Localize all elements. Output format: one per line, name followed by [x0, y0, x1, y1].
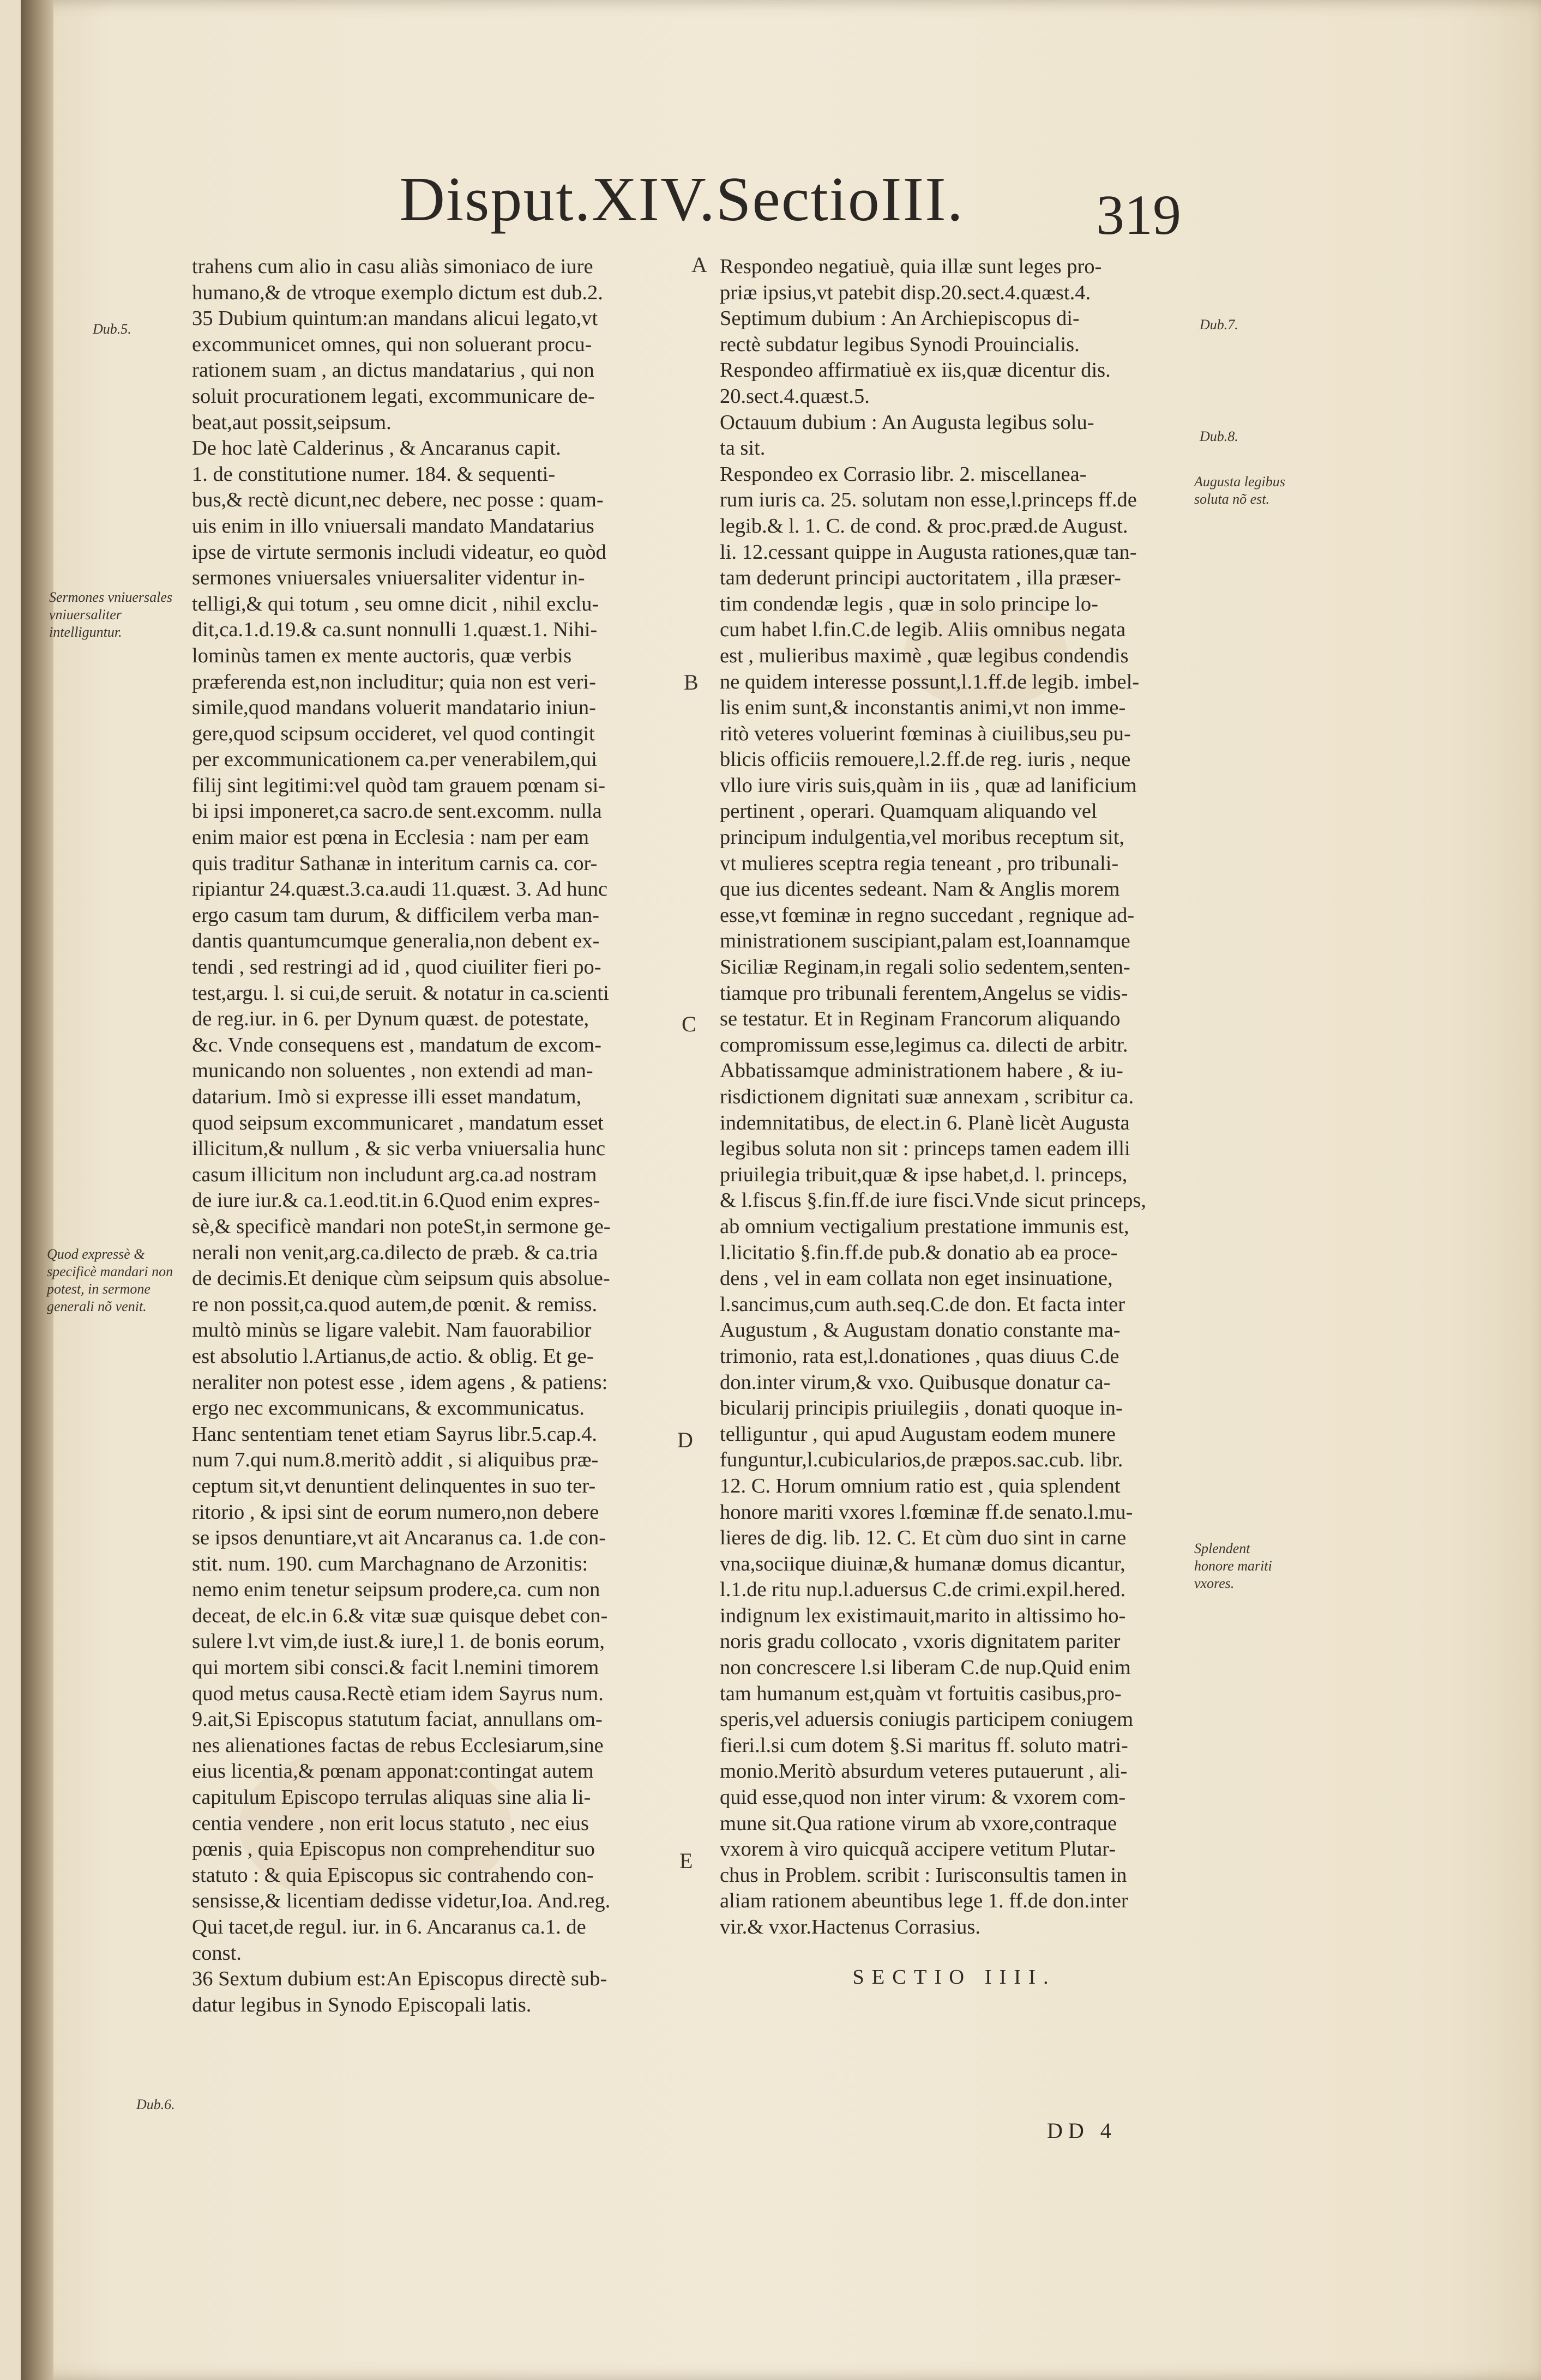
text-line: tiamque pro tribunali ferentem,Angelus se vidis- — [720, 981, 1128, 1005]
text-line: ab omnium vectigalium prestatione immunis est, — [720, 1215, 1129, 1238]
text-line: sè,& specificè mandari non poteSt,in sermone ge- — [192, 1215, 611, 1238]
text-line: ceptum sit,vt denuntient delinquentes in suo ter- — [192, 1474, 596, 1497]
text-line: Respondeo negatiuè, quia illæ sunt leges pro- — [720, 255, 1102, 278]
text-line: Augustum , & Augustam donatio constante ma- — [720, 1319, 1121, 1342]
text-line: ergo nec excommunicans, & excommunicatus. — [192, 1397, 585, 1420]
text-line: ipse de virtute sermonis includi videatur, eo quòd — [192, 540, 606, 564]
text-line: pertinent , operari. Quamquam aliquando vel — [720, 800, 1097, 823]
text-line: centia vendere , non erit locus statuto , nec eius — [192, 1811, 589, 1835]
margin-letter-d: D — [677, 1428, 693, 1452]
text-line: 36 Sextum dubium est:An Episcopus directè sub- — [192, 1967, 607, 1991]
text-line: casum illicitum non includunt arg.ca.ad nostram — [192, 1163, 597, 1186]
margin-note-dub7: Dub.7. — [1200, 317, 1238, 333]
text-line: quis traditur Sathanæ in interitum carnis ca. cor- — [192, 851, 598, 875]
text-line: 20.sect.4.quæst.5. — [720, 384, 870, 408]
text-line: est , mulieribus maximè , quæ legibus condendis — [720, 644, 1129, 667]
text-line: esse,vt fœminæ in regno succedant , regnique ad- — [720, 903, 1135, 927]
text-line: aliam rationem abeuntibus lege 1. ff.de don.inter — [720, 1889, 1128, 1913]
text-line: deceat, de elc.in 6.& vitæ suæ quisque debet con- — [192, 1604, 608, 1627]
text-line: datur legibus in Synodo Episcopali latis. — [192, 1993, 532, 2016]
text-line: de reg.iur. in 6. per Dynum quæst. de potestate, — [192, 1007, 589, 1031]
text-line: noris gradu collocato , vxoris dignitatem pariter — [720, 1630, 1121, 1653]
text-line: l.sancimus,cum auth.seq.C.de don. Et facta inter — [720, 1292, 1125, 1316]
text-line: Abbatissamque administrationem habere , & iu- — [720, 1059, 1123, 1083]
text-line: se ipsos denuntiare,vt ait Ancaranus ca. 1.de con- — [192, 1526, 606, 1550]
text-line: de iure iur.& ca.1.eod.tit.in 6.Quod enim expres- — [192, 1189, 600, 1212]
text-line: de decimis.Et denique cùm seipsum quis absolue- — [192, 1267, 610, 1290]
text-line: rum iuris ca. 25. solutam non esse,l.princeps ff.de — [720, 488, 1137, 512]
text-line: non concrescere l.si liberam C.de nup.Quid enim — [720, 1656, 1131, 1680]
text-line: vllo iure viris suis,quàm in iis , quæ ad lanificium — [720, 774, 1137, 797]
text-line: ministrationem suscipiant,palam est,Ioannamque — [720, 929, 1130, 953]
margin-note-splendent: Splendent honore mariti vxores. — [1194, 1541, 1272, 1591]
text-line: priuilegia tribuit,quæ & ipse habet,d. l. princeps, — [720, 1163, 1128, 1186]
text-line: priæ ipsius,vt patebit disp.20.sect.4.quæst.4. — [720, 281, 1091, 304]
text-line: qui mortem sibi consci.& facit l.nemini timorem — [192, 1656, 599, 1680]
margin-letter-b: B — [684, 670, 699, 694]
text-line: compromissum esse,legimus ca. dilecti de arbitr. — [720, 1033, 1128, 1056]
text-line: telligi,& qui totum , seu omne dicit , nihil exclu- — [192, 592, 599, 615]
text-line: lominùs tamen ex mente auctoris, quæ verbis — [192, 644, 572, 667]
text-line: funguntur,l.cubicularios,de præpos.sac.cub. libr. — [720, 1448, 1123, 1472]
text-line: 12. C. Horum omnium ratio est , quia splendent — [720, 1474, 1121, 1497]
text-line: uis enim in illo vniuersali mandato Mandatarius — [192, 514, 594, 537]
text-line: 35 Dubium quintum:an mandans alicui legato,vt — [192, 307, 598, 330]
text-line: lis enim sunt,& inconstantis animi,vt non imme- — [720, 696, 1126, 720]
text-line: humano,& de vtroque exemplo dictum est dub.2. — [192, 281, 603, 304]
text-line: Qui tacet,de regul. iur. in 6. Ancaranus ca.1. de — [192, 1916, 586, 1938]
text-line: datarium. Imò si expresse illi esset mandatum, — [192, 1085, 582, 1108]
text-line: ne quidem interesse possunt,l.1.ff.de legib. imbel- — [720, 670, 1140, 693]
text-line: monio.Meritò absurdum veteres putauerunt , ali- — [720, 1760, 1128, 1783]
text-line: telliguntur , qui apud Augustam eodem munere — [720, 1422, 1116, 1446]
text-line: 1. de constitutione numer. 184. & sequenti- — [192, 462, 556, 486]
text-line: honore mariti vxores l.fœminæ ff.de senato.l.mu- — [720, 1500, 1133, 1524]
right-column — [720, 254, 1189, 1990]
right-column-lines — [720, 254, 1189, 1941]
text-line: stit. num. 190. cum Marchagnano de Arzonitis: — [192, 1552, 588, 1575]
text-line: beat,aut possit,seipsum. — [192, 410, 392, 434]
text-line: legib.& l. 1. C. de cond. & proc.præd.de August. — [720, 514, 1128, 537]
text-line: dens , vel in eam collata non eget insinuatione, — [720, 1267, 1113, 1290]
text-line: fieri.l.si cum dotem §.Si maritus ff. soluto matri- — [720, 1733, 1128, 1757]
text-line: Hanc sententiam tenet etiam Sayrus libr.5.cap.4. — [192, 1422, 598, 1446]
text-line: capitulum Episcopo terrulas aliquas sine alia li- — [192, 1786, 591, 1809]
text-line: se testatur. Et in Reginam Francorum aliquando — [720, 1007, 1121, 1031]
text-line: ta sit. — [720, 437, 766, 460]
text-line: sermones vniuersales vniuersaliter videntur in- — [192, 566, 585, 590]
text-line: neraliter non potest esse , idem agens , & patiens: — [192, 1370, 608, 1394]
text-line: blicis officiis remouere,l.2.ff.de reg. iuris , neque — [720, 748, 1131, 771]
left-column — [192, 254, 685, 2018]
text-line: nes alienationes factas de rebus Ecclesiarum,sine — [192, 1733, 604, 1757]
text-line: indemnitatibus, de elect.in 6. Planè licèt Augusta — [720, 1111, 1130, 1134]
text-line: dit,ca.1.d.19.& ca.sunt nonnulli 1.quæst.1. Nihi- — [192, 618, 598, 642]
text-line: tendi , sed restringi ad id , quod ciuiliter fieri po- — [192, 956, 601, 979]
text-line: De hoc latè Calderinus , & Ancaranus capit. — [192, 437, 561, 460]
text-line: don.inter virum,& vxo. Quibusque donatur ca- — [720, 1370, 1111, 1394]
text-line: illicitum,& nullum , & sic verba vniuersalia hunc — [192, 1137, 606, 1161]
margin-note-augusta: Augusta legibus soluta nõ est. — [1194, 474, 1285, 507]
text-line: risdictionem dignitati suæ annexam , scribitur ca. — [720, 1085, 1134, 1108]
text-line: rationem suam , an dictus mandatarius , qui non — [192, 359, 594, 382]
text-line: lieres de dig. lib. 12. C. Et cùm duo sint in carne — [720, 1526, 1127, 1550]
text-line: & l.fiscus §.fin.ff.de iure fisci.Vnde sicut princeps, — [720, 1189, 1146, 1212]
text-line: li. 12.cessant quippe in Augusta rationes,quæ tan- — [720, 540, 1137, 564]
text-line: Respondeo ex Corrasio libr. 2. miscellanea- — [720, 462, 1087, 486]
margin-note-sermones: Sermones vniuersales vniuersaliter intelliguntur. — [49, 589, 173, 640]
text-line: quod seipsum excommunicaret , mandatum esset — [192, 1111, 604, 1134]
text-line: num 7.qui num.8.meritò addit , si aliquibus præ- — [192, 1448, 599, 1472]
text-line: municando non soluentes , non extendi ad man- — [192, 1059, 593, 1083]
text-line: indignum lex existimauit,marito in altissimo ho- — [720, 1604, 1126, 1627]
text-line: rectè subdatur legibus Synodi Prouincialis. — [720, 333, 1080, 356]
text-line: speris,vel aduersis coniugis participem coniugem — [720, 1708, 1134, 1731]
page-number: 319 — [1096, 184, 1181, 246]
text-line: ripiantur 24.quæst.3.ca.audi 11.quæst. 3. Ad hunc — [192, 878, 608, 901]
text-line: soluit procurationem legati, excommunicare de- — [192, 384, 595, 408]
text-line: &c. Vnde consequens est , mandatum de excom- — [192, 1033, 601, 1056]
text-line: trimonio, rata est,l.donationes , quas diuus C.de — [720, 1344, 1119, 1368]
signature-mark: DD 4 — [1047, 2118, 1117, 2143]
text-line: per excommunicationem ca.per venerabilem,qui — [192, 748, 597, 771]
text-line: que ius dicentes sedeant. Nam & Anglis morem — [720, 878, 1120, 901]
text-line: quod metus causa.Rectè etiam idem Sayrus num. — [192, 1682, 604, 1705]
text-line: sulere l.vt vim,de iust.& iure,l 1. de bonis eorum, — [192, 1630, 605, 1653]
text-line: quid esse,quod non inter virum: & vxorem com- — [720, 1786, 1126, 1809]
text-line: excommunicet omnes, qui non soluerant procu- — [192, 333, 592, 356]
text-line: nemo enim tenetur seipsum prodere,ca. cum non — [192, 1578, 600, 1602]
text-line: Siciliæ Reginam,in regali solio sedentem,senten- — [720, 956, 1130, 979]
text-line: re non possit,ca.quod autem,de pœnit. & remiss. — [192, 1292, 598, 1316]
margin-note-quod: Quod expressè & specificè mandari non potest, in sermone generali nõ venit. — [47, 1246, 173, 1314]
text-line: pœnis , quia Episcopus non comprehenditur suo — [192, 1838, 595, 1861]
text-line: eius licentia,& pœnam apponat:contingat autem — [192, 1760, 594, 1783]
text-line: vna,sociique diuinæ,& humanæ domus dicantur, — [720, 1552, 1125, 1575]
margin-letter-c: C — [682, 1012, 696, 1036]
text-line: ergo casum tam durum, & difficilem verba man- — [192, 903, 599, 927]
text-line: legibus soluta non sit : princeps tamen eadem illi — [720, 1137, 1130, 1161]
text-line: gere,quod scipsum occideret, vel quod contingit — [192, 722, 595, 745]
text-line: mune sit.Qua ratione virum ab vxore,contraque — [720, 1811, 1117, 1835]
text-line: Septimum dubium : An Archiepiscopus di- — [720, 307, 1080, 330]
book-spine — [21, 0, 53, 2380]
text-line: trahens cum alio in casu aliàs simoniaco de iure — [192, 255, 593, 278]
margin-note-dub5: Dub.5. — [93, 321, 131, 337]
margin-note-dub6: Dub.6. — [136, 2097, 175, 2112]
text-line: statuto : & quia Episcopus sic contrahendo con- — [192, 1863, 594, 1887]
text-line: l.1.de ritu nup.l.aduersus C.de crimi.expil.hered. — [720, 1578, 1126, 1602]
text-line: ritorio , & ipsi sint de eorum numero,non debere — [192, 1500, 599, 1524]
text-line: tam dederunt principi auctoritatem , illa præser- — [720, 566, 1121, 590]
text-line: Octauum dubium : An Augusta legibus solu- — [720, 410, 1094, 434]
text-line: vir.& vxor.Hactenus Corrasius. — [720, 1916, 980, 1938]
text-line: tim condendæ legis , quæ in solo principe lo- — [720, 592, 1098, 615]
text-line: simile,quod mandans voluerit mandatario iniun- — [192, 696, 596, 720]
margin-letter-a: A — [691, 252, 707, 277]
text-line: const. — [192, 1941, 242, 1965]
text-line: test,argu. l. si cui,de seruit. & notatur in ca.scienti — [192, 981, 609, 1005]
running-header: Disput.XIV.SectioIII. — [399, 165, 964, 234]
text-line: vxorem à viro quicquã accipere vetitum Plutar- — [720, 1838, 1116, 1861]
text-line: dantis quantumcumque generalia,non debent ex- — [192, 929, 600, 953]
margin-note-dub8: Dub.8. — [1200, 428, 1238, 444]
text-line: ritò veteres voluerint fœminas à ciuilibus,seu pu- — [720, 722, 1131, 745]
text-line: bicularij principis priuilegiis , donati quoque in- — [720, 1397, 1123, 1420]
section-heading: SECTIO IIII. — [852, 1965, 1056, 1989]
text-line: præferenda est,non includitur; quia non est veri- — [192, 670, 596, 693]
text-line: tam humanum est,quàm vt fortuitis casibus,pro- — [720, 1682, 1122, 1705]
text-line: l.licitatio §.fin.ff.de pub.& donatio ab ea proce- — [720, 1241, 1118, 1264]
text-line: est absolutio l.Artianus,de actio. & oblig. Et ge- — [192, 1344, 594, 1368]
text-line: chus in Problem. scribit : Iurisconsultis tamen in — [720, 1863, 1127, 1887]
text-line: vt mulieres sceptra regia teneant , pro tribunali- — [720, 851, 1119, 875]
text-line: bus,& rectè dicunt,nec debere, nec posse : quam- — [192, 488, 604, 512]
text-line: 9.ait,Si Episcopus statutum faciat, annullans om- — [192, 1708, 603, 1731]
text-line: enim maior est pœna in Ecclesia : nam per eam — [192, 826, 589, 849]
text-line: cum habet l.fin.C.de legib. Aliis omnibus negata — [720, 618, 1126, 642]
text-line: filij sint legitimi:vel quòd tam grauem pœnam si- — [192, 774, 606, 797]
text-line: bi ipsi imponeret,ca sacro.de sent.excomm. nulla — [192, 800, 602, 823]
text-line: Respondeo affirmatiuè ex iis,quæ dicentur dis. — [720, 359, 1111, 382]
text-line: principum indulgentia,vel moribus receptum sit, — [720, 826, 1125, 849]
text-line: sensisse,& licentiam dedisse videtur,Ioa. And.reg. — [192, 1889, 611, 1913]
text-line: multò minùs se ligare valebit. Nam fauorabilior — [192, 1319, 592, 1342]
text-line: nerali non venit,arg.ca.dilecto de præb. & ca.tria — [192, 1241, 598, 1264]
margin-letter-e: E — [679, 1849, 693, 1873]
